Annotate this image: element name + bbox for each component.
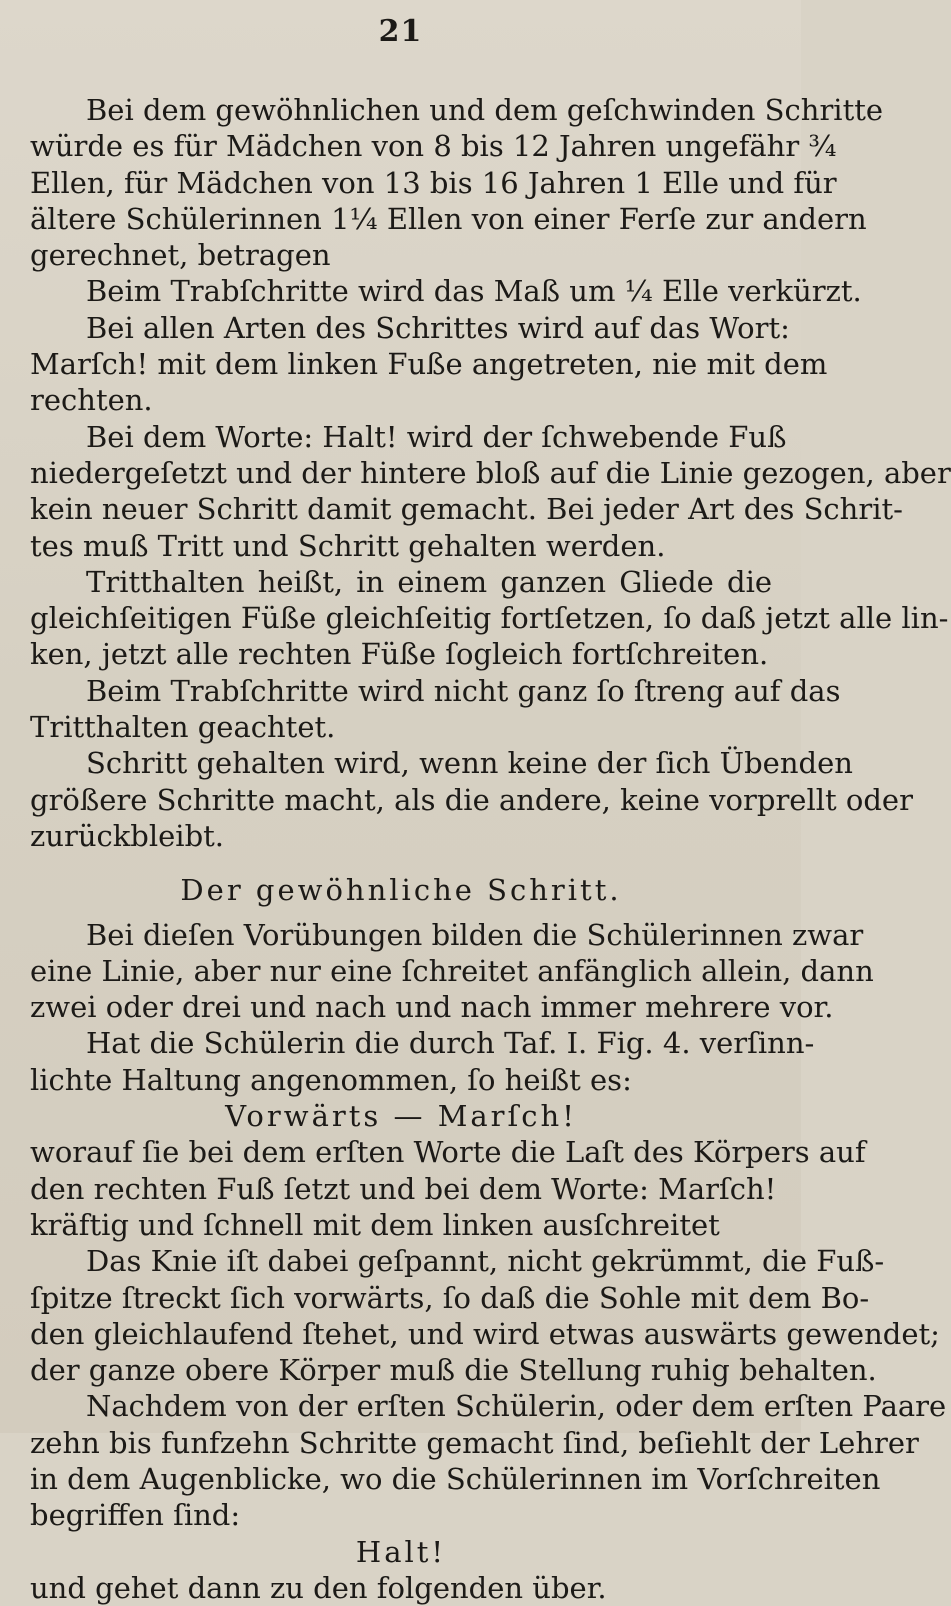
text-line: Schritt gehalten wird, wenn keine der ſich Übenden (86, 746, 853, 781)
command-line: Vorwärts — Marſch! (225, 1099, 577, 1134)
text-line: Beim Trabſchritte wird das Maß um ¼ Elle verkürzt. (86, 274, 862, 309)
text-line: Marſch! mit dem linken Fuße angetreten, nie mit dem (30, 347, 828, 382)
page-number: 21 (378, 14, 423, 49)
text-line: würde es für Mädchen von 8 bis 12 Jahren ungefähr ¾ (30, 129, 837, 164)
spacer (30, 909, 772, 917)
text-line: niedergeſetzt und der hintere bloß auf die Linie gezogen, aber (30, 455, 951, 490)
text-line: größere Schritte macht, als die andere, keine vorprellt oder (30, 782, 913, 817)
text-line: zwei oder drei und nach und nach immer mehrere vor. (30, 990, 834, 1025)
text-line: eine Linie, aber nur eine ſchreitet anfänglich allein, dann (30, 953, 874, 988)
text-line: gleichſeitigen Füße gleichſeitig fortſetzen, ſo daß jetzt alle lin- (30, 601, 949, 636)
text-line: Beim Trabſchritte wird nicht ganz ſo ſtreng auf das (86, 673, 841, 708)
text-line: der ganze obere Körper muß die Stellung ruhig behalten. (30, 1353, 877, 1388)
text-line: rechten. (30, 383, 153, 418)
text-line: ſpitze ſtreckt ſich vorwärts, ſo daß die Sohle mit dem Bo- (30, 1280, 870, 1315)
text-line: Hat die Schülerin die durch Taf. I. Fig. 4. verſinn- (86, 1026, 815, 1061)
text-line: den rechten Fuß ſetzt und bei dem Worte: Marſch! (30, 1171, 777, 1206)
text-line: gerechnet, betragen (30, 238, 331, 273)
text-line: begriffen ſind: (30, 1498, 241, 1533)
text-line: Bei dem gewöhnlichen und dem geſchwinden Schritte (86, 93, 884, 127)
command-line: Halt! (355, 1534, 447, 1569)
spacer (30, 854, 772, 872)
text-line: Ellen, für Mädchen von 13 bis 16 Jahren 1 Elle und für (30, 165, 837, 200)
text-line: tes muß Tritt und Schritt gehalten werden. (30, 528, 666, 563)
text-line: zurückbleibt. (30, 818, 225, 853)
text-line: Tritthalten heißt, in einem ganzen Gliede die (86, 564, 772, 599)
text-line: den gleichlaufend ſtehet, und wird etwas auswärts gewendet; (30, 1316, 940, 1351)
text-line: ältere Schülerinnen 1¼ Ellen von einer Ferſe zur andern (30, 201, 867, 236)
text-line: Nachdem von der erſten Schülerin, oder dem erſten Paare (86, 1389, 947, 1424)
text-line: und gehet dann zu den folgenden über. (30, 1570, 607, 1605)
text-line: worauf ſie bei dem erſten Worte die Laſt des Körpers auf (30, 1135, 866, 1170)
text-line: Bei dem Worte: Halt! wird der ſchwebende Fuß (86, 419, 787, 454)
text-line: lichte Haltung angenommen, ſo heißt es: (30, 1062, 632, 1097)
text-line: Bei allen Arten des Schrittes wird auf das Wort: (86, 310, 790, 345)
text-line: Bei dieſen Vorübungen bilden die Schülerinnen zwar (86, 917, 864, 952)
text-line: kräftig und ſchnell mit dem linken ausſchreitet (30, 1207, 720, 1242)
text-line: ken, jetzt alle rechten Füße ſogleich fortſchreiten. (30, 637, 769, 672)
text-line: zehn bis funfzehn Schritte gemacht ſind, beſiehlt der Lehrer (30, 1425, 919, 1460)
section-heading: Der gewöhnliche Schritt. (180, 873, 622, 908)
text-line: in dem Augenblicke, wo die Schülerinnen im Vorſchreiten (30, 1461, 881, 1496)
text-line: Tritthalten geachtet. (30, 710, 336, 745)
text-line: kein neuer Schritt damit gemacht. Bei jeder Art des Schrit- (30, 492, 903, 527)
text-line: Das Knie iſt dabei geſpannt, nicht gekrümmt, die Fuß- (86, 1244, 885, 1279)
page-text (30, 92, 951, 1606)
